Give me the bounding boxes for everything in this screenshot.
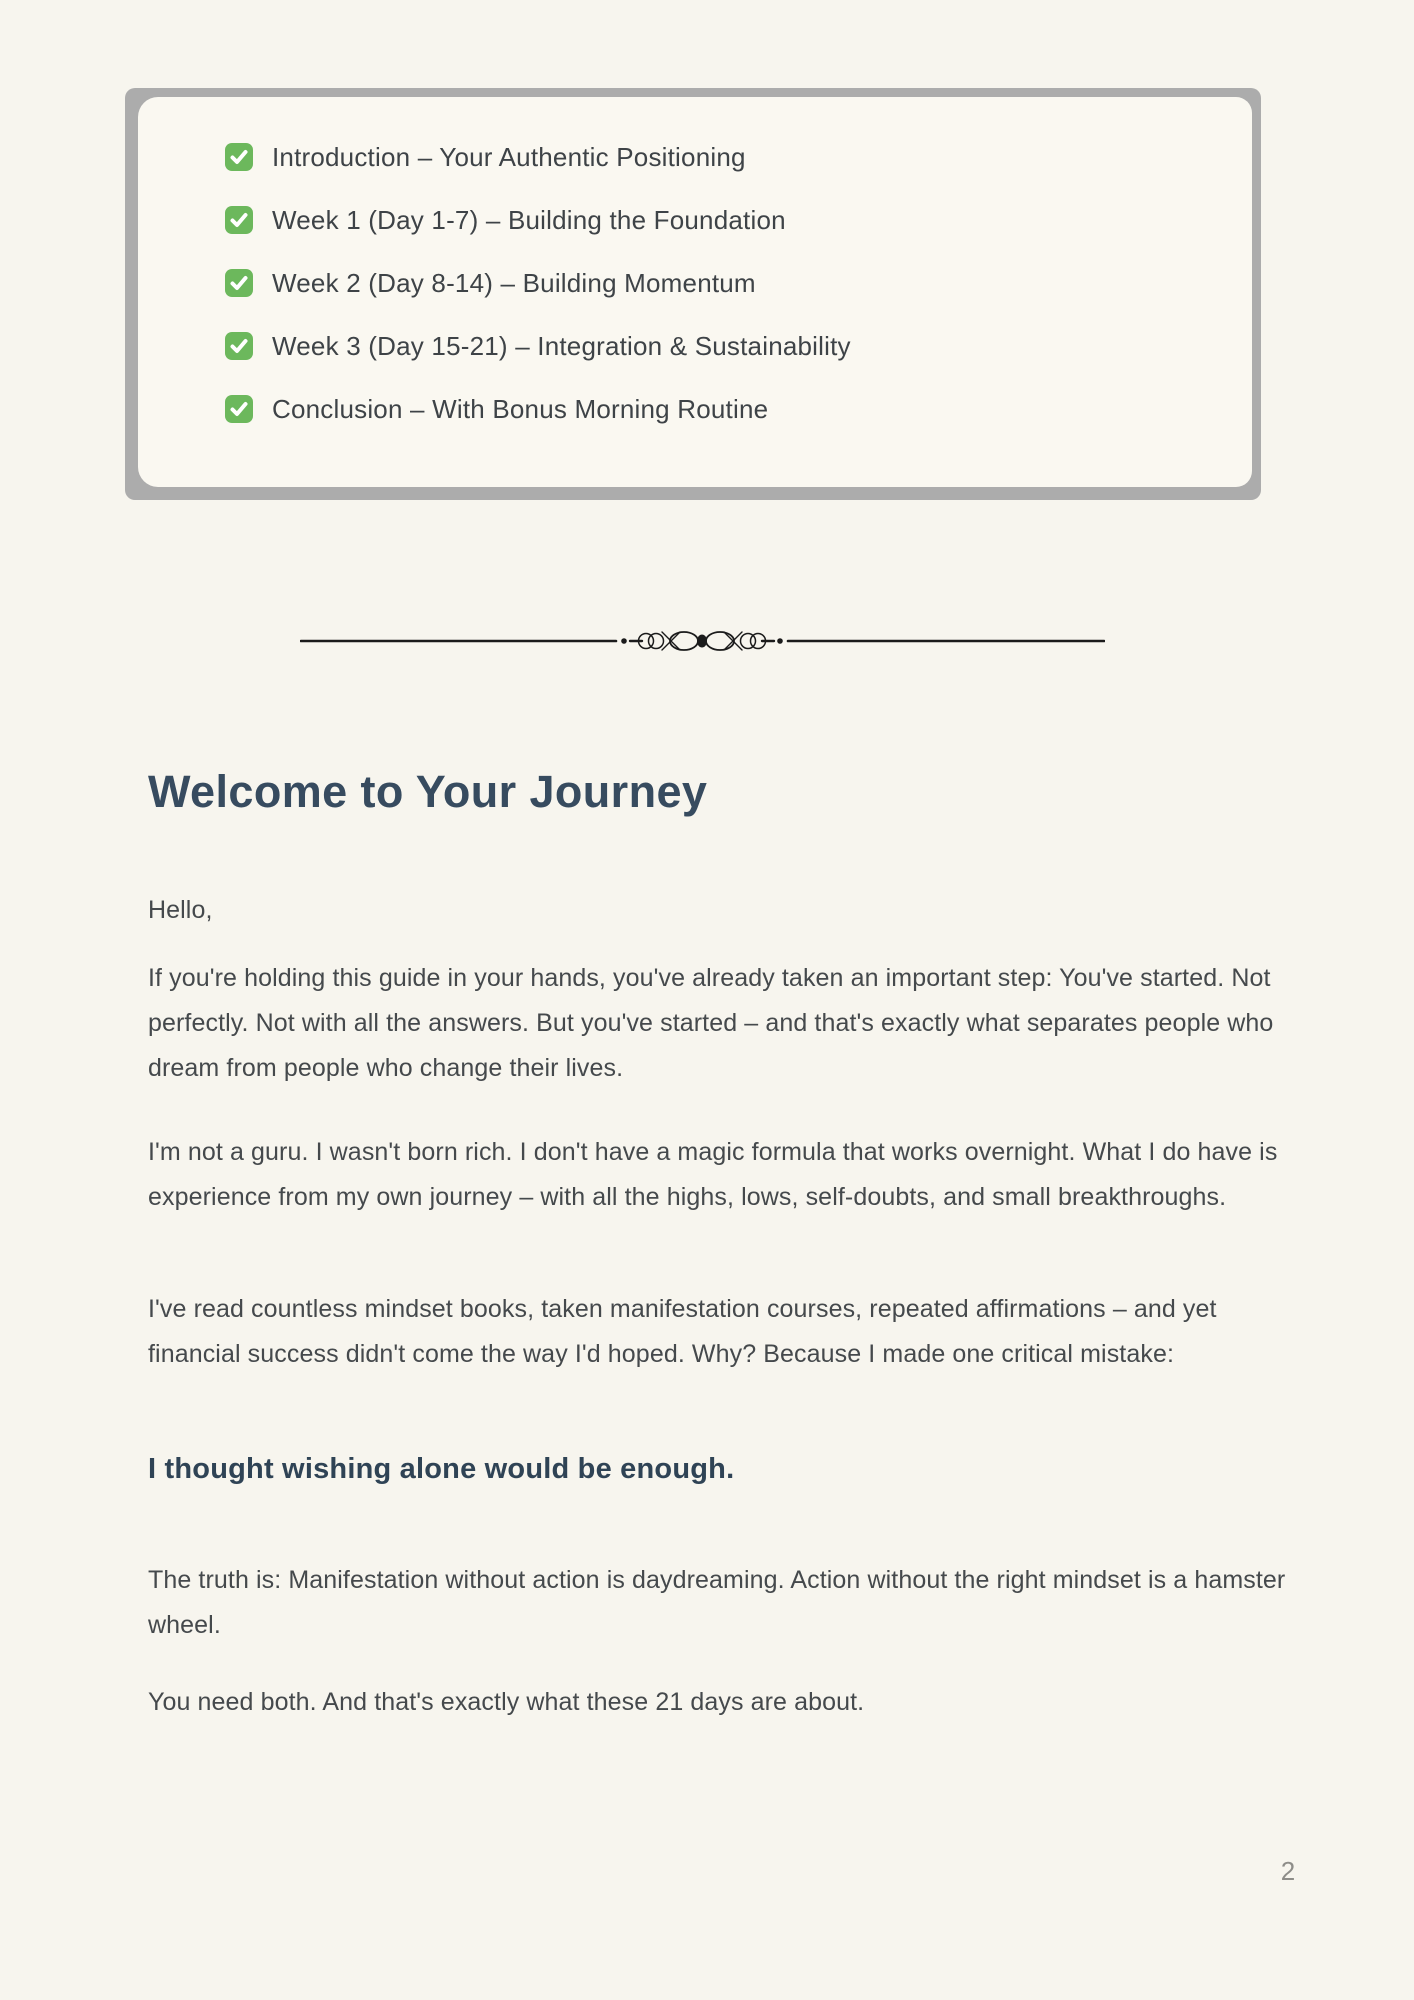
paragraph: You need both. And that's exactly what these 21 days are about.: [148, 1688, 865, 1716]
toc-item-label: Conclusion – With Bonus Morning Routine: [272, 393, 769, 424]
page-number: 2: [1280, 1856, 1296, 1886]
toc-item: [225, 205, 1252, 235]
toc-list: [225, 142, 1252, 424]
checkbox-checked-icon[interactable]: [225, 206, 253, 234]
paragraph: The truth is: Manifestation without action is daydreaming. Action without the right mindset is a hamster wheel.: [148, 1566, 1286, 1639]
table-of-contents-inner: [138, 97, 1252, 487]
paragraph: I'm not a guru. I wasn't born rich. I don't have a magic formula that works overnight. What I do have is experience from my own journey – with all the highs, lows, self-doubts, and small breakthroughs.: [148, 1138, 1278, 1211]
toc-item: [225, 142, 1252, 172]
paragraph: I've read countless mindset books, taken manifestation courses, repeated affirmations – and yet financial success didn't come the way I'd hoped. Why? Because I made one critical mistake:: [148, 1295, 1217, 1368]
toc-item: [225, 331, 1252, 361]
toc-item-label: Week 2 (Day 8-14) – Building Momentum: [272, 267, 756, 298]
toc-item-label: Week 3 (Day 15-21) – Integration & Sustainability: [272, 330, 851, 361]
section-divider-ornament-icon: [300, 625, 1105, 657]
checkbox-checked-icon[interactable]: [225, 395, 253, 423]
checkbox-checked-icon[interactable]: [225, 143, 253, 171]
emphasis-statement: I thought wishing alone would be enough.: [148, 1453, 735, 1485]
checkbox-checked-icon[interactable]: [225, 332, 253, 360]
paragraph: If you're holding this guide in your hands, you've already taken an important step: You've started. Not perfectly. Not with all the answers. But you've started – and that's exactly what separates people who dream from people who change their lives.: [148, 964, 1274, 1082]
checkbox-checked-icon[interactable]: [225, 269, 253, 297]
page-title: Welcome to Your Journey: [148, 766, 708, 817]
greeting-text: Hello,: [148, 896, 213, 924]
toc-item-label: Introduction – Your Authentic Positioning: [272, 141, 746, 172]
table-of-contents-card: [125, 88, 1261, 500]
toc-item-label: Week 1 (Day 1-7) – Building the Foundation: [272, 204, 786, 235]
toc-item: [225, 394, 1252, 424]
toc-item: [225, 268, 1252, 298]
